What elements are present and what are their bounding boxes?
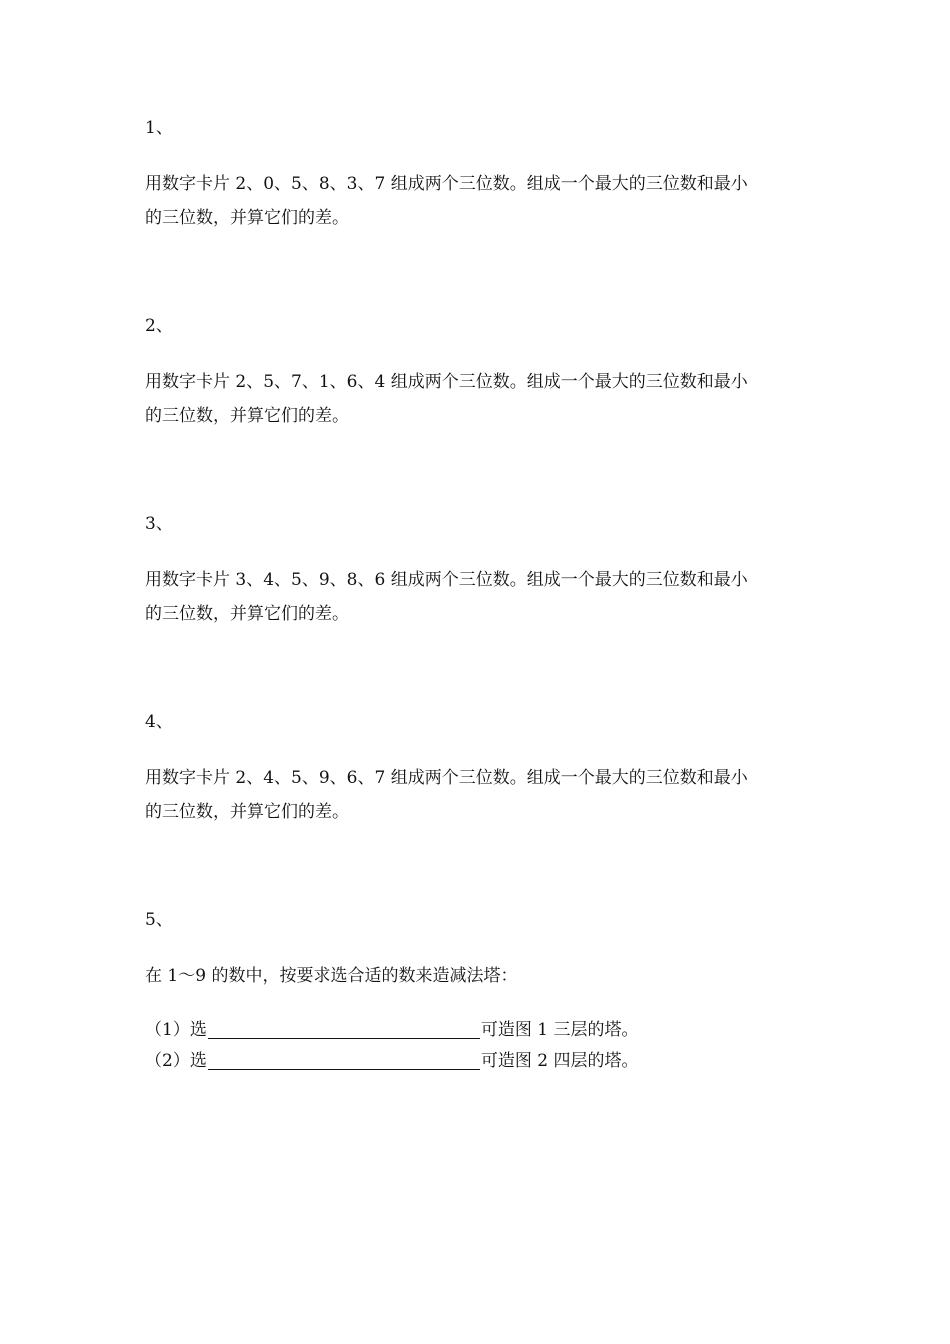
question-4-text (145, 761, 815, 829)
part-2-prefix: （2）选 (145, 1051, 207, 1071)
question-2-line-1: 用数字卡片 2、5、7、1、6、4 组成两个三位数。组成一个最大的三位数和最小 (145, 372, 748, 392)
question-5-intro (145, 959, 815, 993)
question-1-text (145, 167, 815, 235)
question-1-line-1: 用数字卡片 2、0、5、8、3、7 组成两个三位数。组成一个最大的三位数和最小 (145, 174, 748, 194)
question-4-number: 4、 (145, 712, 173, 732)
question-5-part-1 (145, 1018, 638, 1042)
question-2-number: 2、 (145, 316, 173, 336)
question-3-line-2: 的三位数，并算它们的差。 (145, 604, 349, 624)
part-1-suffix: 可造图 1 三层的塔。 (480, 1020, 639, 1040)
question-5-number: 5、 (145, 910, 173, 930)
question-3-line-1: 用数字卡片 3、4、5、9、8、6 组成两个三位数。组成一个最大的三位数和最小 (145, 570, 748, 590)
question-3-text (145, 563, 815, 631)
question-1-line-2: 的三位数，并算它们的差。 (145, 208, 349, 228)
question-2-text (145, 365, 815, 433)
part-2-answer-blank[interactable] (208, 1051, 480, 1070)
question-4-line-1: 用数字卡片 2、4、5、9、6、7 组成两个三位数。组成一个最大的三位数和最小 (145, 768, 748, 788)
part-1-prefix: （1）选 (145, 1020, 207, 1040)
question-5-part-2 (145, 1049, 638, 1073)
part-1-answer-blank[interactable] (208, 1020, 480, 1039)
question-1-number: 1、 (145, 118, 173, 138)
part-2-suffix: 可造图 2 四层的塔。 (480, 1051, 639, 1071)
question-5-intro-text: 在 1～9 的数中，按要求选合适的数来造减法塔： (145, 966, 518, 986)
question-4-line-2: 的三位数，并算它们的差。 (145, 802, 349, 822)
question-3-number: 3、 (145, 514, 173, 534)
question-2-line-2: 的三位数，并算它们的差。 (145, 406, 349, 426)
